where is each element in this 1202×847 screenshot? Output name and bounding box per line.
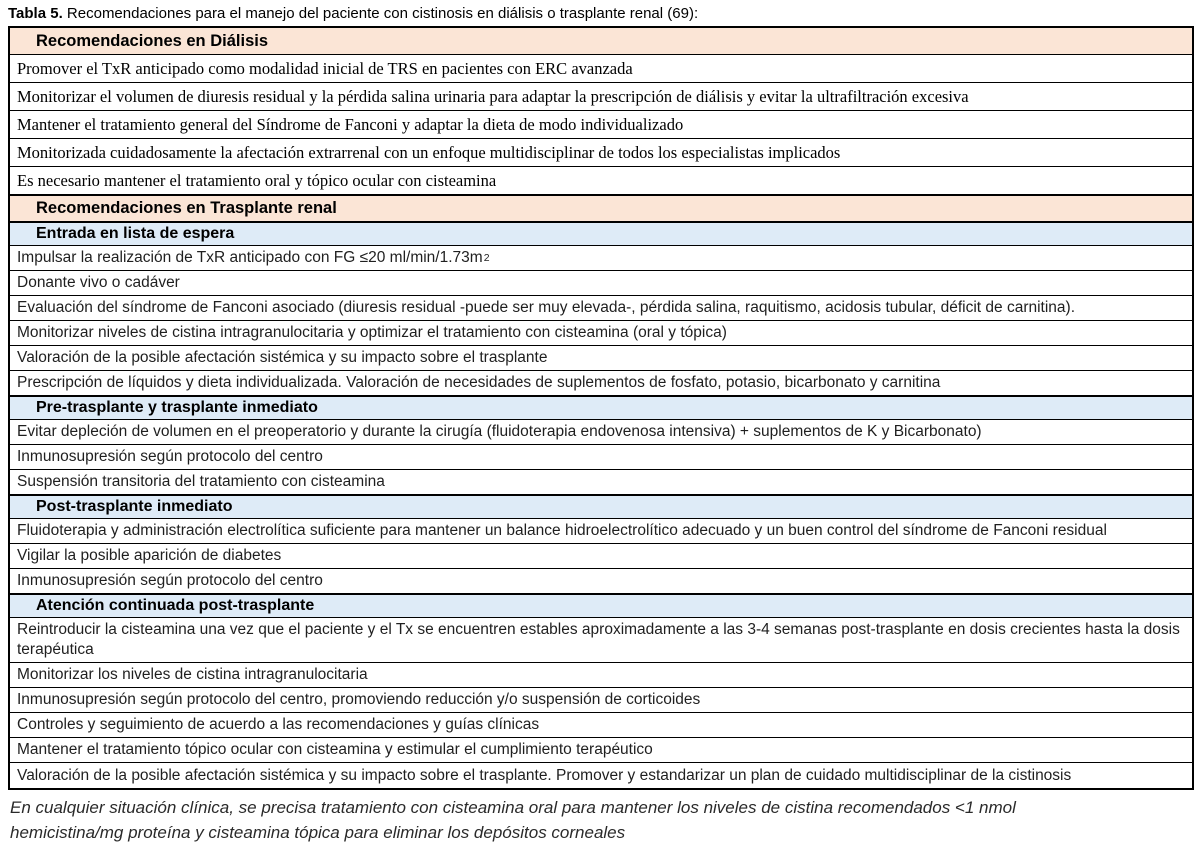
table-row: Evitar depleción de volumen en el preoperatorio y durante la cirugía (fluidoterapia endovenosa intensiva) + suplementos de K y Bicarbonato) [10, 420, 1192, 445]
subsection-header-pre-trasplante: Pre-trasplante y trasplante inmediato [10, 396, 1192, 420]
table-row: Inmunosupresión según protocolo del centro [10, 569, 1192, 594]
table-row: Mantener el tratamiento tópico ocular con cisteamina y estimular el cumplimiento terapéutico [10, 738, 1192, 763]
table-row: Suspensión transitoria del tratamiento con cisteamina [10, 470, 1192, 495]
table-row: Fluidoterapia y administración electrolítica suficiente para mantener un balance hidroelectrolítico adecuado y un buen control del síndrome de Fanconi residual [10, 519, 1192, 544]
table-row: Reintroducir la cisteamina una vez que el paciente y el Tx se encuentren estables aproximadamente a las 3-4 semanas post-trasplante en dosis crecientes hasta la dosis terapéutica [10, 618, 1192, 663]
table-row: Controles y seguimiento de acuerdo a las recomendaciones y guías clínicas [10, 713, 1192, 738]
table-row: Inmunosupresión según protocolo del centro [10, 445, 1192, 470]
table-row: Es necesario mantener el tratamiento oral y tópico ocular con cisteamina [10, 167, 1192, 195]
subsection-header-post-trasplante: Post-trasplante inmediato [10, 495, 1192, 519]
subsection-header-lista-espera: Entrada en lista de espera [10, 222, 1192, 246]
table-row: Valoración de la posible afectación sistémica y su impacto sobre el trasplante. Promover y estandarizar un plan de cuidado multidisciplinar de la cistinosis [17, 766, 1072, 784]
table-row: Vigilar la posible aparición de diabetes [10, 544, 1192, 569]
table-row: Impulsar la realización de TxR anticipado con FG ≤20 ml/min/1.73m 2 [10, 246, 1192, 271]
row-text: Impulsar la realización de TxR anticipado con FG ≤20 ml/min/1.73m [17, 249, 483, 266]
table-row: Prescripción de líquidos y dieta individualizada. Valoración de necesidades de suplementos de fosfato, potasio, bicarbonato y carnitina [10, 371, 1192, 396]
recommendations-table [8, 26, 1194, 790]
table-row: Monitorizar el volumen de diuresis residual y la pérdida salina urinaria para adaptar la prescripción de diálisis y evitar la ultrafiltración excesiva [10, 83, 1192, 111]
table-row: Monitorizada cuidadosamente la afectación extrarrenal con un enfoque multidisciplinar de todos los especialistas implicados [10, 139, 1192, 167]
table-row: Promover el TxR anticipado como modalidad inicial de TRS en pacientes con ERC avanzada [10, 55, 1192, 83]
caption-text: Recomendaciones para el manejo del paciente con cistinosis en diálisis o trasplante renal (69): [66, 5, 699, 22]
table-caption [8, 4, 1202, 23]
table-row: Evaluación del síndrome de Fanconi asociado (diuresis residual -puede ser muy elevada-, pérdida salina, raquitismo, acidosis tubular, déficit de carnitina). [10, 296, 1192, 321]
section-header-trasplante: Recomendaciones en Trasplante renal [10, 195, 1192, 222]
caption-label: Tabla 5. [8, 5, 63, 22]
page [0, 4, 1202, 845]
table-footnote: En cualquier situación clínica, se precisa tratamiento con cisteamina oral para mantener los niveles de cistina recomendados <1 nmol hemicistina/mg proteína y cisteamina tópica para eliminar los depósitos corneales [10, 798, 1016, 842]
table-row: Monitorizar niveles de cistina intragranulocitaria y optimizar el tratamiento con cisteamina (oral y tópica) [10, 321, 1192, 346]
table-row: Inmunosupresión según protocolo del centro, promoviendo reducción y/o suspensión de corticoides [10, 688, 1192, 713]
table-row: Mantener el tratamiento general del Síndrome de Fanconi y adaptar la dieta de modo individualizado [10, 111, 1192, 139]
table-row: Monitorizar los niveles de cistina intragranulocitaria [10, 663, 1192, 688]
subsection-header-atencion-continuada: Atención continuada post-trasplante [10, 594, 1192, 618]
section-header-dialisis: Recomendaciones en Diálisis [10, 28, 1192, 55]
table-row: Donante vivo o cadáver [10, 271, 1192, 296]
table-row: Valoración de la posible afectación sistémica y su impacto sobre el trasplante [10, 346, 1192, 371]
